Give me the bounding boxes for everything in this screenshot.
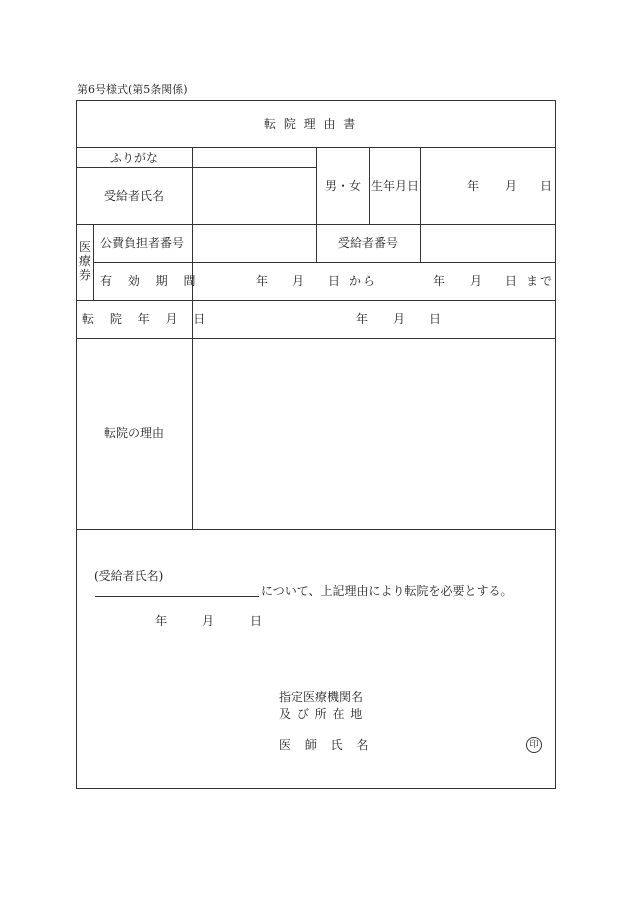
valid-to-year-unit: 年 xyxy=(433,274,446,288)
valid-period-label: 有 効 期 間 xyxy=(100,274,202,288)
statement-day-unit: 日 xyxy=(250,614,263,628)
rule-recipient-no-left xyxy=(316,224,317,262)
furigana-field[interactable] xyxy=(193,148,316,167)
doctor-name-field[interactable] xyxy=(372,733,522,755)
form-number: 第6号様式(第5条関係) xyxy=(77,83,188,96)
furigana-label: ふりがな xyxy=(110,151,159,165)
medical-ticket-label-1: 医 xyxy=(79,240,92,254)
seal-mark-icon: 印 xyxy=(526,737,542,753)
rule-reason-bottom xyxy=(76,529,556,530)
statement-year-unit: 年 xyxy=(155,614,168,628)
statement-name-hint: (受給者氏名) xyxy=(94,569,164,583)
rule-ticket-col xyxy=(93,224,94,300)
reason-field[interactable] xyxy=(193,339,555,529)
statement-name-line[interactable] xyxy=(95,582,259,597)
transfer-year-unit: 年 xyxy=(356,312,369,326)
payer-number-field[interactable] xyxy=(193,225,316,262)
valid-to-month-unit: 月 xyxy=(470,274,483,288)
statement-sentence: について、上記理由により転院を必要とする。 xyxy=(261,584,513,598)
medical-ticket-label-3: 券 xyxy=(79,268,92,282)
gender-selector[interactable]: 男・女 xyxy=(325,179,362,193)
reason-label: 転院の理由 xyxy=(104,426,165,440)
transfer-date-field[interactable] xyxy=(193,301,555,338)
recipient-name-label: 受給者氏名 xyxy=(104,189,165,203)
institution-label-line2: 及 び 所 在 地 xyxy=(279,707,364,721)
recipient-name-field[interactable] xyxy=(193,168,316,224)
transfer-day-unit: 日 xyxy=(429,312,442,326)
birth-year-unit: 年 xyxy=(467,179,480,193)
birthdate-label: 生年月日 xyxy=(371,179,420,193)
birthdate-field[interactable] xyxy=(421,148,555,224)
institution-label-line1: 指定医療機関名 xyxy=(279,690,364,704)
recipient-number-label: 受給者番号 xyxy=(338,236,399,250)
valid-to-suffix: まで xyxy=(526,274,555,288)
valid-from-year-unit: 年 xyxy=(256,274,269,288)
birth-day-unit: 日 xyxy=(540,179,553,193)
recipient-number-field[interactable] xyxy=(421,225,555,262)
document-title: 転 院 理 由 書 xyxy=(264,117,358,131)
valid-from-day-unit: 日 xyxy=(328,274,341,288)
rule-gender-left xyxy=(316,147,317,224)
payer-number-label: 公費負担者番号 xyxy=(100,236,185,250)
transfer-date-label: 転 院 年 月 日 xyxy=(82,312,212,326)
valid-from-suffix: から xyxy=(349,274,378,288)
valid-to-day-unit: 日 xyxy=(505,274,518,288)
medical-ticket-label-2: 療 xyxy=(79,254,92,268)
doctor-name-label: 医 師 氏 名 xyxy=(279,738,374,752)
rule-gender-right xyxy=(369,147,370,224)
valid-period-field[interactable] xyxy=(193,263,555,300)
statement-month-unit: 月 xyxy=(202,614,215,628)
birth-month-unit: 月 xyxy=(505,179,518,193)
transfer-month-unit: 月 xyxy=(393,312,406,326)
valid-from-month-unit: 月 xyxy=(292,274,305,288)
